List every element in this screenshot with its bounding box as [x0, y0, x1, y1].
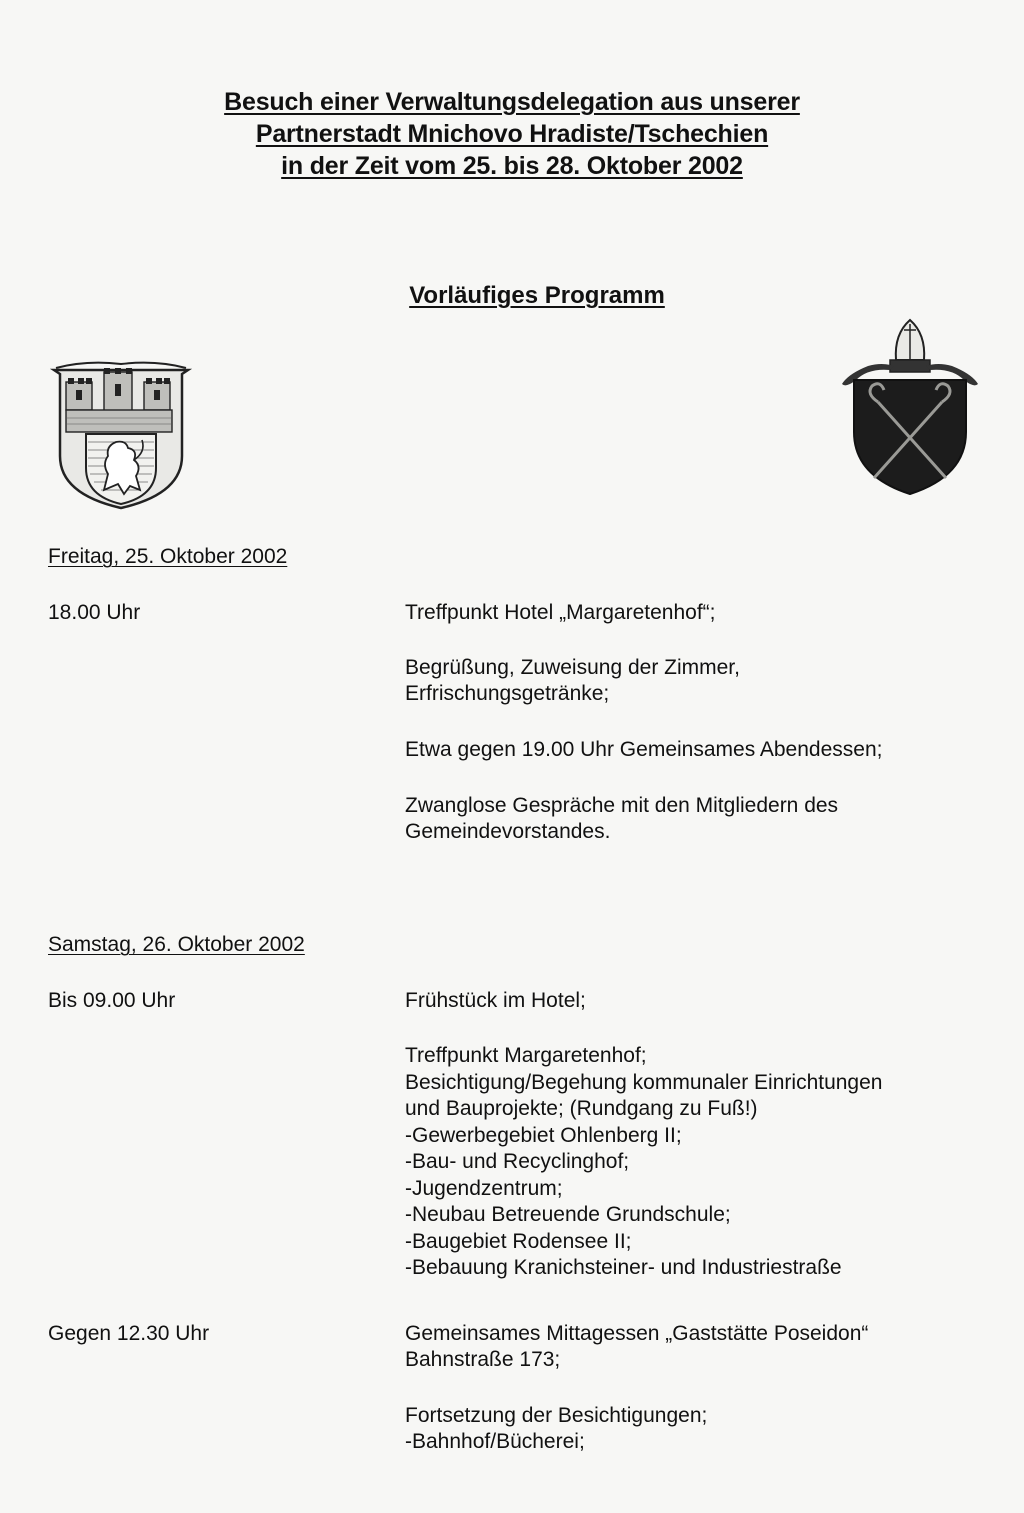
day-heading-saturday: Samstag, 26. Oktober 2002 — [48, 933, 305, 956]
document-title — [0, 86, 1024, 182]
entry-line: Treffpunkt Margaretenhof; — [405, 1044, 647, 1067]
agenda-entry — [405, 600, 995, 626]
agenda-entry — [405, 655, 995, 707]
entry-line: und Bauprojekte; (Rundgang zu Fuß!) — [405, 1097, 758, 1120]
town-crest-castle-lion-icon — [46, 356, 196, 512]
entry-line: Gemeindevorstandes. — [405, 820, 611, 843]
crest-crossed-croziers-icon — [838, 314, 982, 498]
agenda-entry — [405, 1403, 995, 1455]
entry-line: -Bebauung Kranichsteiner- und Industriestraße — [405, 1256, 842, 1279]
entry-line: Etwa gegen 19.00 Uhr Gemeinsames Abendessen; — [405, 738, 883, 761]
title-line-2: Partnerstadt Mnichovo Hradiste/Tschechien — [255, 120, 769, 148]
entry-line: -Jugendzentrum; — [405, 1176, 563, 1200]
title-line-3: in der Zeit vom 25. bis 28. Oktober 2002 — [281, 152, 743, 180]
entry-line: -Bau- und Recyclinghof; — [405, 1150, 630, 1173]
entry-line: -Neubau Betreuende Grundschule; — [405, 1203, 731, 1226]
entry-line: Fortsetzung der Besichtigungen; — [405, 1404, 708, 1427]
agenda-entry — [405, 988, 995, 1014]
agenda-entry — [405, 1043, 995, 1282]
entry-line: Besichtigung/Begehung kommunaler Einrichtungen — [405, 1070, 883, 1094]
agenda-entry — [405, 793, 995, 845]
entry-line: -Baugebiet Rodensee II; — [405, 1229, 632, 1253]
entry-line: -Bahnhof/Bücherei; — [405, 1430, 585, 1453]
entry-line: Bahnstraße 173; — [405, 1348, 561, 1371]
agenda-entry — [405, 737, 995, 763]
title-line-1: Besuch einer Verwaltungsdelegation aus unserer — [224, 88, 800, 116]
program-subtitle: Vorläufiges Programm — [409, 282, 665, 309]
entry-line: Begrüßung, Zuweisung der Zimmer, — [405, 656, 740, 679]
agenda-entry — [405, 1321, 995, 1373]
entry-line: Treffpunkt Hotel „Margaretenhof“; — [405, 601, 716, 624]
day-heading-friday: Freitag, 25. Oktober 2002 — [48, 545, 288, 568]
time-slot: 18.00 Uhr — [48, 601, 141, 624]
entry-line: Frühstück im Hotel; — [405, 989, 586, 1012]
time-slot: Bis 09.00 Uhr — [48, 989, 176, 1012]
entry-line: Gemeinsames Mittagessen „Gaststätte Poseidon“ — [405, 1322, 869, 1345]
entry-line: -Gewerbegebiet Ohlenberg II; — [405, 1123, 682, 1147]
entry-line: Erfrischungsgetränke; — [405, 682, 610, 705]
entry-line: Zwanglose Gespräche mit den Mitgliedern des — [405, 794, 839, 817]
time-slot: Gegen 12.30 Uhr — [48, 1322, 210, 1345]
